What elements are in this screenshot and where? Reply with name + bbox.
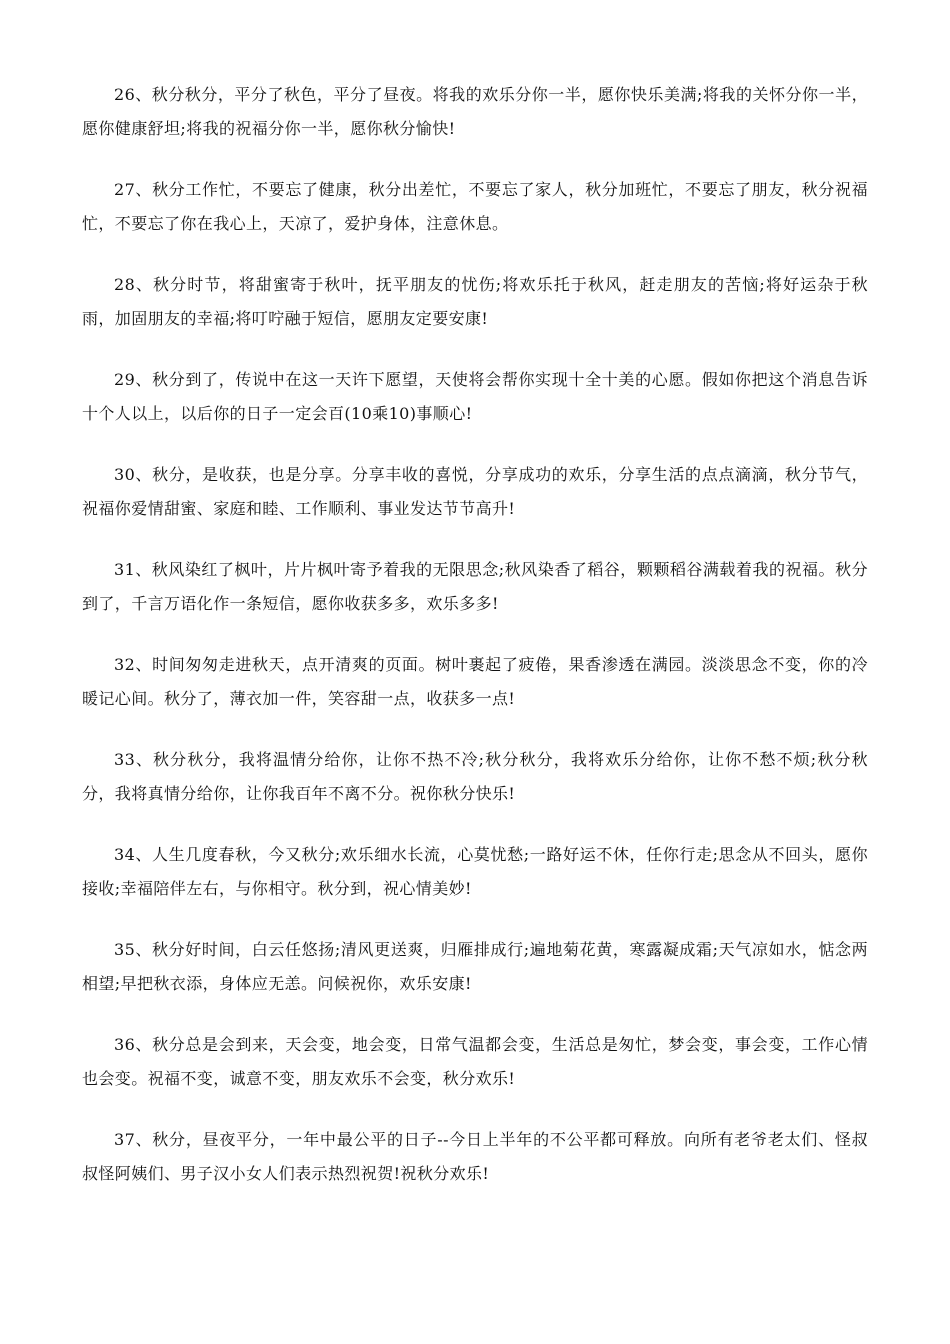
paragraph-28: 28、秋分时节，将甜蜜寄于秋叶，抚平朋友的忧伤;将欢乐托于秋风，赶走朋友的苦恼;将好运杂于秋雨，加固朋友的幸福;将叮咛融于短信，愿朋友定要安康! xyxy=(82,275,868,328)
paragraph-26: 26、秋分秋分，平分了秋色，平分了昼夜。将我的欢乐分你一半，愿你快乐美满;将我的关怀分你一半，愿你健康舒坦;将我的祝福分你一半，愿你秋分愉快! xyxy=(82,85,868,138)
document-body xyxy=(82,78,868,1218)
paragraph-35: 35、秋分好时间，白云任悠扬;清风更送爽，归雁排成行;遍地菊花黄，寒露凝成霜;天气凉如水，惦念两相望;早把秋衣添，身体应无恙。问候祝你，欢乐安康! xyxy=(82,940,868,993)
paragraph-36: 36、秋分总是会到来，天会变，地会变，日常气温都会变，生活总是匆忙，梦会变，事会变，工作心情也会变。祝福不变，诚意不变，朋友欢乐不会变，秋分欢乐! xyxy=(82,1035,868,1088)
paragraph-37: 37、秋分，昼夜平分，一年中最公平的日子--今日上半年的不公平都可释放。向所有老爷老太们、怪叔叔怪阿姨们、男子汉小女人们表示热烈祝贺!祝秋分欢乐! xyxy=(82,1130,868,1183)
paragraph-33: 33、秋分秋分，我将温情分给你，让你不热不冷;秋分秋分，我将欢乐分给你，让你不愁不烦;秋分秋分，我将真情分给你，让你我百年不离不分。祝你秋分快乐! xyxy=(82,750,868,803)
paragraph-31: 31、秋风染红了枫叶，片片枫叶寄予着我的无限思念;秋风染香了稻谷，颗颗稻谷满载着我的祝福。秋分到了，千言万语化作一条短信，愿你收获多多，欢乐多多! xyxy=(82,560,868,613)
paragraph-30: 30、秋分，是收获，也是分享。分享丰收的喜悦，分享成功的欢乐，分享生活的点点滴滴，秋分节气，祝福你爱情甜蜜、家庭和睦、工作顺利、事业发达节节高升! xyxy=(82,465,868,518)
paragraph-32: 32、时间匆匆走进秋天，点开清爽的页面。树叶裹起了疲倦，果香渗透在满园。淡淡思念不变，你的冷暖记心间。秋分了，薄衣加一件，笑容甜一点，收获多一点! xyxy=(82,655,868,708)
paragraph-29: 29、秋分到了，传说中在这一天许下愿望，天使将会帮你实现十全十美的心愿。假如你把这个消息告诉十个人以上，以后你的日子一定会百(10乘10)事顺心! xyxy=(82,370,868,423)
paragraph-27: 27、秋分工作忙，不要忘了健康，秋分出差忙，不要忘了家人，秋分加班忙，不要忘了朋友，秋分祝福忙，不要忘了你在我心上，天凉了，爱护身体，注意休息。 xyxy=(82,180,868,233)
paragraph-34: 34、人生几度春秋，今又秋分;欢乐细水长流，心莫忧愁;一路好运不休，任你行走;思念从不回头，愿你接收;幸福陪伴左右，与你相守。秋分到，祝心情美妙! xyxy=(82,845,868,898)
